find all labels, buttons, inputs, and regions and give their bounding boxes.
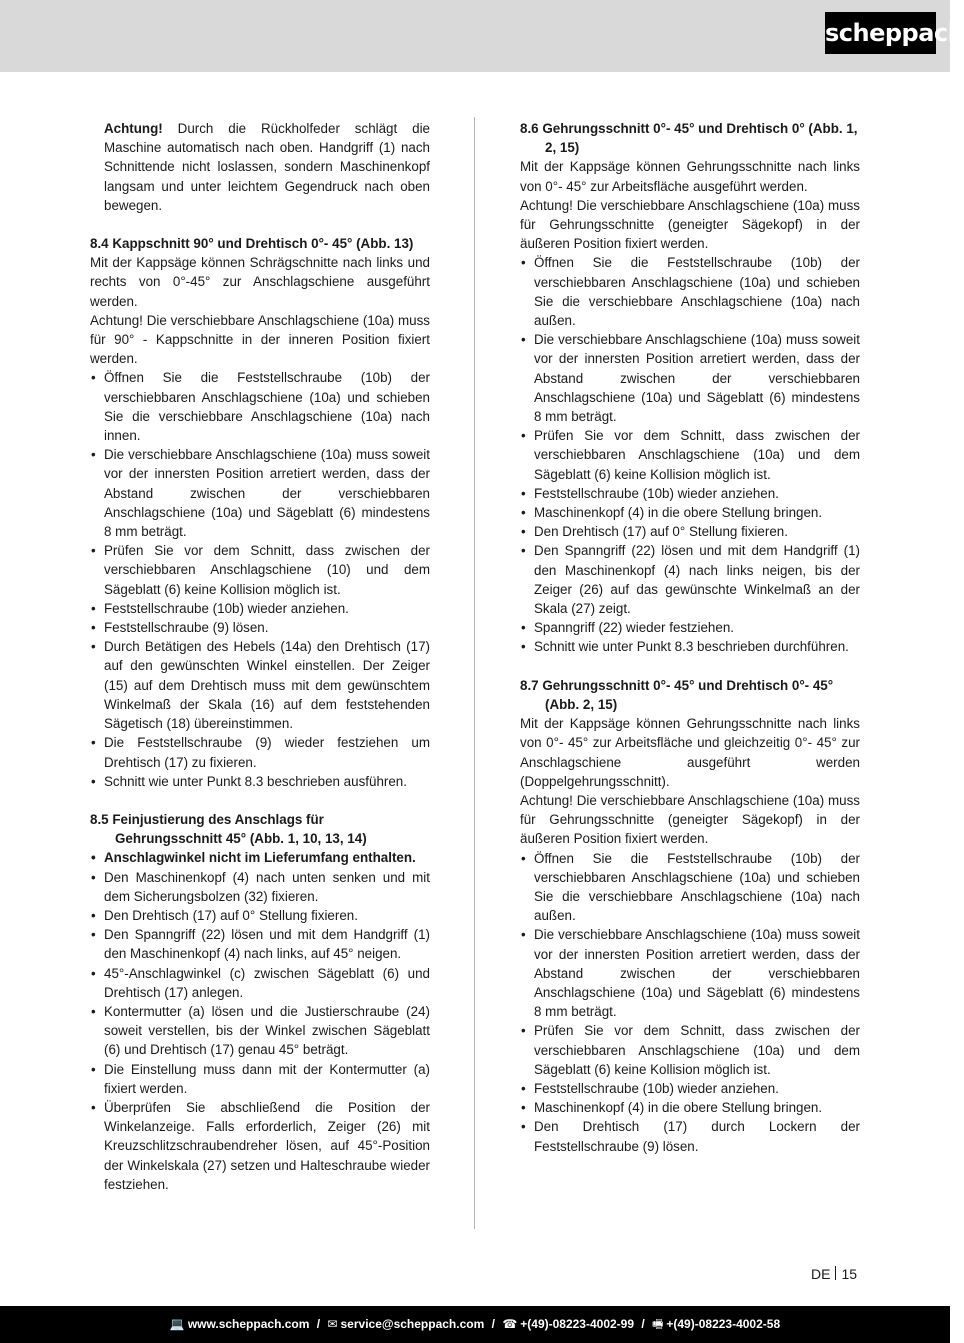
section-8-7-steps [520,849,860,1156]
section-8-6-title: 8.6 Gehrungsschnitt 0°- 45° und Drehtisch 0° (Abb. 1, 2, 15) [520,121,858,156]
footer-separator: / [316,1317,321,1331]
section-8-4-warning: Achtung! Die verschiebbare Anschlagschiene (10a) muss für 90° - Kappschnitte in der inneren Position fixiert werden. [90,312,430,367]
left-column [90,119,430,1194]
list-item: • Schnitt wie unter Punkt 8.3 beschrieben ausführen. [90,772,430,791]
page-number-divider [835,1266,836,1280]
footer-email-link[interactable]: service@scheppach.com [340,1317,485,1331]
page-number-value: 15 [841,1266,858,1282]
page-language: DE [811,1266,831,1282]
list-item: • Den Drehtisch (17) auf 0° Stellung fixieren. [90,906,430,925]
list-item: • Prüfen Sie vor dem Schnitt, dass zwischen der verschiebbaren Anschlagschiene (10) und dem Sägeblatt (6) keine Kollision möglich ist. [90,541,430,599]
list-item: • Spanngriff (22) wieder festziehen. [520,618,860,637]
list-item: • Den Spanngriff (22) lösen und mit dem Handgriff (1) den Maschinenkopf (4) nach links, auf 45° neigen. [90,925,430,963]
section-8-4-intro: Mit der Kappsäge können Schrägschnitte nach links und rechts von 0°-45° zur Anschlagschiene ausgeführt werden. [90,255,430,309]
list-item: • Kontermutter (a) lösen und die Justierschraube (24) soweit verstellen, bis der Winkel zwischen Sägeblatt (6) und Drehtisch (17) genau 45° beträgt. [90,1002,430,1060]
list-item: • Überprüfen Sie abschließend die Position der Winkelanzeige. Falls erforderlich, Zeiger (26) mit Kreuzschlitzschraubendreher lösen, auf 45°-Position der Winkelskala (27) setzen und Halteschraube wieder festziehen. [90,1098,430,1194]
section-8-5-title: 8.5 Feinjustierung des Anschlags für Gehrungsschnitt 45° (Abb. 1, 10, 13, 14) [90,811,367,847]
list-item: • Die verschiebbare Anschlagschiene (10a) muss soweit vor der innersten Position arretiert werden, dass der Abstand zwischen der verschiebbaren Anschlagschiene (10a) und Sägeblatt (6) mindestens 8 mm beträgt. [520,330,860,426]
list-item: • Die Feststellschraube (9) wieder festziehen um Drehtisch (17) zu fixieren. [90,733,430,771]
list-item-note: • Anschlagwinkel nicht im Lieferumfang enthalten. [90,848,430,867]
section-8-6-steps [520,253,860,656]
list-item: • Die verschiebbare Anschlagschiene (10a) muss soweit vor der innersten Position arretiert werden, dass der Abstand zwischen der verschiebbaren Anschlagschiene (10a) und Sägeblatt (6) mindestens 8 mm beträgt. [90,445,430,541]
list-item: • Maschinenkopf (4) in die obere Stellung bringen. [520,1098,860,1117]
section-8-4-title: 8.4 Kappschnitt 90° und Drehtisch 0°- 45° (Abb. 13) [90,236,414,252]
footer-separator: / [491,1317,495,1331]
list-item: • Feststellschraube (9) lösen. [90,618,430,637]
list-item: • Öffnen Sie die Feststellschraube (10b) der verschiebbaren Anschlagschiene (10a) und schieben Sie die verschiebbare Anschlagschiene (10a) nach außen. [520,253,860,330]
list-item: • Prüfen Sie vor dem Schnitt, dass zwischen der verschiebbaren Anschlagschiene (10a) und dem Sägeblatt (6) keine Kollision möglich ist. [520,426,860,484]
footer-phone: +(49)-08223-4002-99 [520,1317,635,1331]
list-item: • Feststellschraube (10b) wieder anziehen. [520,1079,860,1098]
list-item: • Öffnen Sie die Feststellschraube (10b) der verschiebbaren Anschlagschiene (10a) und schieben Sie die verschiebbare Anschlagschiene (10a) nach innen. [90,368,430,445]
section-8-7-title: 8.7 Gehrungsschnitt 0°- 45° und Drehtisch 0°- 45° (Abb. 2, 15) [520,677,834,712]
section-8-7-intro: Mit der Kappsäge können Gehrungsschnitte nach links von 0°- 45° zur Arbeitsfläche und gleichzeitig 0°- 45° zur Anschlagschiene ausgeführt werden (Doppelgehrungsschnitt). [520,716,860,789]
phone-icon: ☎ [502,1317,518,1331]
right-column [520,119,860,1156]
warning-text: Durch die Rückholfeder schlägt die Maschine automatisch nach oben. Handgriff (1) nach Schnittende nicht loslassen, sondern Maschinenkopf langsam und unter leichtem Gegendruck nach oben bewegen. [104,121,430,213]
list-item: • Den Spanngriff (22) lösen und mit dem Handgriff (1) den Maschinenkopf (4) nach links neigen, bis der Zeiger (26) auf das gewünschte Winkelmaß an der Skala (27) zeigt. [520,541,860,618]
page-number [811,1265,857,1283]
section-8-6-intro: Mit der Kappsäge können Gehrungsschnitte nach links von 0°- 45° zur Arbeitsfläche ausgeführt werden. [520,159,860,194]
section-8-6-warning: Achtung! Die verschiebbare Anschlagschiene (10a) muss für Gehrungsschnitte (geneigter Sägekopf) in der äußeren Position fixiert werden. [520,197,860,252]
section-8-4-steps [90,368,430,790]
section-8-5-steps [90,848,430,1194]
footer-separator: / [641,1317,645,1331]
footer-contact-bar [0,1306,950,1343]
list-item: • Die verschiebbare Anschlagschiene (10a) muss soweit vor der innersten Position arretiert werden, dass der Abstand zwischen der verschiebbaren Anschlagschiene (10a) und Sägeblatt (6) mindestens 8 mm beträgt. [520,925,860,1021]
section-8-7-warning: Achtung! Die verschiebbare Anschlagschiene (10a) muss für Gehrungsschnitte (geneigter Sägekopf) in der äußeren Position fixiert werden. [520,792,860,847]
column-divider [474,117,475,1229]
list-item: • Die Einstellung muss dann mit der Kontermutter (a) fixiert werden. [90,1060,430,1098]
footer-fax: +(49)-08223-4002-58 [666,1317,781,1331]
computer-icon: 💻 [169,1317,185,1331]
list-item: • 45°-Anschlagwinkel (c) zwischen Sägeblatt (6) und Drehtisch (17) anlegen. [90,964,430,1002]
header-band [0,0,964,72]
list-item: • Feststellschraube (10b) wieder anziehen. [520,484,860,503]
list-item: • Öffnen Sie die Feststellschraube (10b) der verschiebbaren Anschlagschiene (10a) und schieben Sie die verschiebbare Anschlagschiene (10a) nach außen. [520,849,860,926]
list-item: • Prüfen Sie vor dem Schnitt, dass zwischen der verschiebbaren Anschlagschiene (10a) und dem Sägeblatt (6) keine Kollision möglich ist. [520,1021,860,1079]
scheppach-logo: scheppach [825,12,936,54]
list-item: • Den Maschinenkopf (4) nach unten senken und mit dem Sicherungsbolzen (32) fixieren. [90,868,430,906]
list-item: • Den Drehtisch (17) auf 0° Stellung fixieren. [520,522,860,541]
list-item: • Schnitt wie unter Punkt 8.3 beschrieben durchführen. [520,637,860,656]
warning-paragraph [90,119,430,215]
list-item: • Feststellschraube (10b) wieder anziehen. [90,599,430,618]
warning-label: Achtung! [104,121,163,136]
footer-website-link[interactable]: www.scheppach.com [187,1317,310,1331]
list-item: • Maschinenkopf (4) in die obere Stellung bringen. [520,503,860,522]
envelope-icon: ✉ [327,1317,338,1331]
fax-icon: 🖷 [652,1317,664,1331]
list-item: • Durch Betätigen des Hebels (14a) den Drehtisch (17) auf den gewünschten Winkel einstellen. Der Zeiger (15) auf dem Drehtisch muss mit dem gewünschtem Winkelmaß der Skala (16) auf dem feststehenden Sägetisch (18) übereinstimmen. [90,637,430,733]
list-item: • Den Drehtisch (17) durch Lockern der Feststellschraube (9) lösen. [520,1117,860,1155]
